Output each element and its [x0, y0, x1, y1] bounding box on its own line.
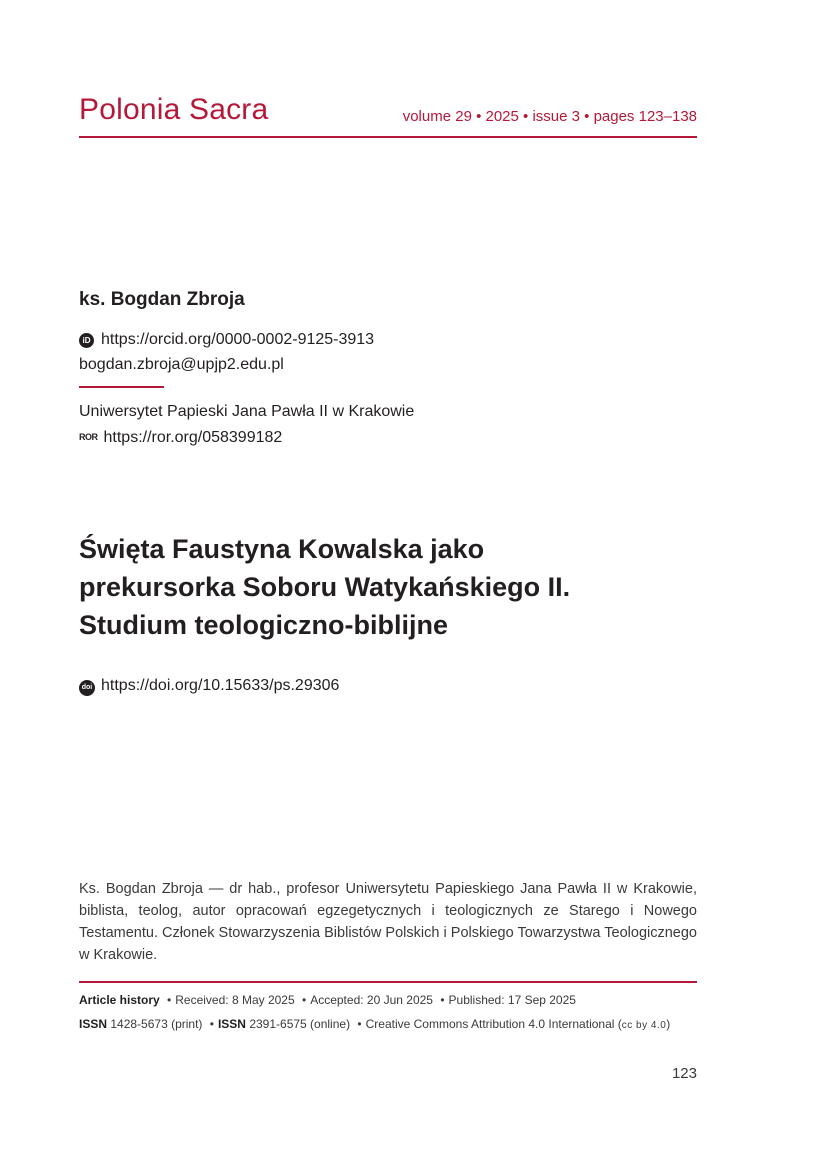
- bullet: •: [167, 993, 172, 1007]
- bullet: •: [440, 993, 445, 1007]
- issn-label: ISSN: [217, 1017, 246, 1031]
- author-divider: [79, 386, 164, 388]
- doi-row: [79, 677, 339, 696]
- article-title: [79, 530, 719, 644]
- ror-row: [79, 429, 282, 447]
- issn-online: 2391-6575 (online): [249, 1017, 351, 1031]
- author-email[interactable]: bogdan.zbroja@upjp2.edu.pl: [79, 356, 284, 373]
- issn-label: ISSN: [79, 1017, 108, 1031]
- orcid-row: [79, 331, 374, 349]
- issn-print: 1428-5673 (print): [110, 1017, 203, 1031]
- title-line: Święta Faustyna Kowalska jako: [79, 534, 485, 564]
- orcid-icon: iD: [79, 333, 94, 348]
- license-code: cc by 4.0: [621, 1020, 667, 1031]
- author-name: ks. Bogdan Zbroja: [79, 289, 245, 310]
- ror-link[interactable]: https://ror.org/058399182: [103, 429, 283, 446]
- header-divider: [79, 136, 697, 138]
- received-date: Received: 8 May 2025: [175, 993, 295, 1007]
- license-text: Creative Commons Attribution 4.0 International (: [365, 1017, 622, 1031]
- author-bio: Ks. Bogdan Zbroja — dr hab., profesor Uniwersytetu Papieskiego Jana Pawła II w Krakowie, biblista, teolog, autor opracowań egzegetycznych i teologicznych ze Starego i Nowego Testamentu. Członek Stowarzyszenia Biblistów Polskich i Polskiego Towarzystwa Teologicznego w Krakowie.: [79, 881, 697, 963]
- bullet: •: [357, 1017, 362, 1031]
- issn-license: [79, 1017, 670, 1031]
- bullet: •: [302, 993, 307, 1007]
- published-date: Published: 17 Sep 2025: [448, 993, 576, 1007]
- page-number: 123: [671, 1065, 697, 1082]
- journal-issue-meta: volume 29 • 2025 • issue 3 • pages 123–138: [402, 108, 697, 125]
- bullet: •: [209, 1017, 214, 1031]
- article-history: [79, 993, 576, 1007]
- title-line: Studium teologiczno-biblijne: [79, 610, 448, 640]
- orcid-link[interactable]: https://orcid.org/0000-0002-9125-3913: [101, 331, 375, 348]
- doi-icon: doi: [79, 680, 95, 696]
- accepted-date: Accepted: 20 Jun 2025: [310, 993, 433, 1007]
- affiliation: Uniwersytet Papieski Jana Pawła II w Krakowie: [79, 403, 415, 420]
- doi-link[interactable]: https://doi.org/10.15633/ps.29306: [101, 677, 340, 694]
- title-line: prekursorka Soboru Watykańskiego II.: [79, 572, 571, 602]
- footer-divider: [79, 981, 697, 983]
- license-close: ): [666, 1017, 671, 1031]
- history-label: Article history: [79, 993, 160, 1007]
- ror-icon: ROR: [79, 432, 98, 442]
- journal-name: Polonia Sacra: [79, 93, 269, 126]
